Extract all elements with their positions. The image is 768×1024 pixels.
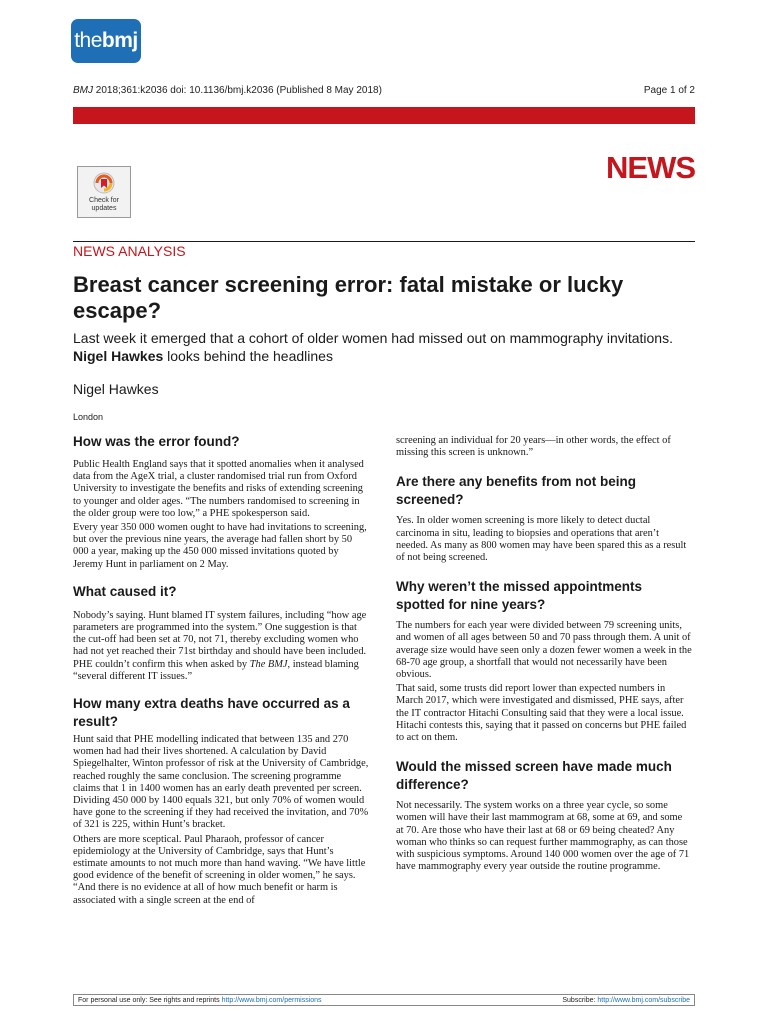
footer-bar [73, 994, 695, 1006]
check-for-updates-icon [93, 172, 115, 194]
subheading-what-caused-it: What caused it? [73, 583, 177, 599]
paragraph: Every year 350 000 women ought to have had invitations to screening, but over the previous nine years, the average had fallen short by 50 000 a year, making up the 450 000 missed invitations quoted by Jeremy Hunt in parliament on 2 May. [73, 522, 367, 570]
byline-author: Nigel Hawkes [73, 381, 159, 397]
subscribe-link[interactable]: http://www.bmj.com/subscribe [597, 997, 690, 1004]
byline-location: London [73, 412, 104, 422]
badge-line-1: Check for [89, 197, 119, 204]
section-label: NEWS ANALYSIS [73, 243, 186, 259]
subheading-error-found: How was the error found? [73, 434, 240, 449]
subheading-benefits: Are there any benefits from not being screened? [396, 474, 637, 508]
subscribe-text: Subscribe: [562, 997, 598, 1004]
logo-prefix: the [74, 29, 102, 52]
logo-brand: bmj [101, 29, 138, 52]
citation-journal: BMJ [73, 85, 93, 96]
footer-subscribe [562, 995, 690, 1007]
paragraph: That said, some trusts did report lower than expected numbers in March 2017, which were investigated and dismissed, PHE says, after the IT contractor Hitachi Consulting said that they were a local issue. Hitachi contests this, saying that it passed on concerns but PHE failed to act on them. [396, 683, 687, 744]
footer-rights-text: For personal use only: See rights and reprints [78, 997, 222, 1004]
paragraph: Yes. In older women screening is more likely to detect ductal carcinoma in situ, leading to biopsies and operations that aren’t needed. As many as 800 women may have been spared this as a result of not being screened. [396, 515, 687, 564]
right-column [396, 435, 692, 873]
citation-line [73, 85, 382, 96]
citation-details: 2018;361:k2036 doi: 10.1136/bmj.k2036 (Published 8 May 2018) [93, 85, 382, 96]
subheading-extra-deaths: How many extra deaths have occurred as a result? [73, 696, 350, 730]
standfirst-author: Nigel Hawkes [73, 348, 164, 364]
subheading-difference: Would the missed screen have made much difference? [396, 759, 672, 793]
check-for-updates-badge[interactable] [77, 166, 131, 218]
news-label: NEWS [606, 150, 695, 185]
section-divider [73, 241, 695, 242]
paragraph: The numbers for each year were divided between 79 screening units, and women of all ages between 50 and 70 pass through them. A unit of average size would have seen only a dozen fewer women a week in the 68-70 age group, a shortfall that would not necessarily have been obvious. [396, 620, 692, 681]
bmj-logo[interactable] [71, 19, 141, 63]
standfirst [73, 329, 703, 365]
subheading-nine-years: Why weren’t the missed appointments spotted for nine years? [396, 579, 643, 613]
permissions-link[interactable]: http://www.bmj.com/permissions [221, 997, 322, 1004]
paragraph: Public Health England says that it spotted anomalies when it analysed data from the AgeX trial, a cluster randomised trial run from Oxford University to investigate the benefits and risks of extending screening to younger and older ages. “The numbers randomised to screening in the older group were too low,” a PHE spokesperson said. [73, 459, 364, 519]
paragraph: Others are more sceptical. Paul Pharaoh, professor of cancer epidemiology at the University of Cambridge, says that Hunt’s estimate amounts to not much more than hand waving. “We have little good evidence of the benefit of screening in older women,” he says. “And there is no evidence at all of how much benefit or harm is associated with a single screen at the end of [73, 833, 366, 906]
paragraph: Hunt said that PHE modelling indicated that between 135 and 270 women had had their lives shortened. A calculation by David Spiegelhalter, Winton professor of risk at the University of Cambridge, reached roughly the same conclusion. The screening programme claims that 1 in 1400 women has an early death prevented per screen. Dividing 450 000 by 1400 equals 321, but only 70% of women would have gone to the screening if they had received the invitation, and 70% of 321 is 225, within Hunt’s bracket. [73, 734, 369, 831]
badge-line-2: updates [91, 205, 117, 212]
standfirst-intro: Last week it emerged that a cohort of older women had missed out on mammography invitations. [73, 330, 673, 346]
paragraph: screening an individual for 20 years—in other words, the effect of missing this screen is unknown.” [396, 435, 671, 459]
article-headline: Breast cancer screening error: fatal mistake or lucky escape? [73, 272, 624, 323]
header-red-bar [73, 107, 695, 124]
standfirst-outro: looks behind the headlines [163, 348, 333, 364]
paragraph-text: Nobody’s saying. Hunt blamed IT system failures, including “how age parameters are programmed into the system.” One suggestion is that the cut-off had been set at 70, not 71, thereby excluding women who had not yet reached their 71st birthday and should have been included. PHE couldn’t confirm this when asked by [73, 609, 367, 670]
page-number: Page 1 of 2 [643, 85, 695, 96]
paragraph-text: , instead blaming “several different IT issues.” [73, 658, 359, 682]
left-column [73, 433, 369, 907]
paragraph [73, 610, 369, 683]
paragraph: Not necessarily. The system works on a three year cycle, so some women will have their last mammogram at 68, some at 69, and some at 70. Are those who have their last at 68 or 69 being cheated? Any woman who thinks so can request further mammography, as can those with suspicious symptoms. Around 140 000 women over the age of 71 have mammography every year outside the routine programme. [396, 800, 690, 873]
journal-name: The BMJ [249, 658, 288, 670]
